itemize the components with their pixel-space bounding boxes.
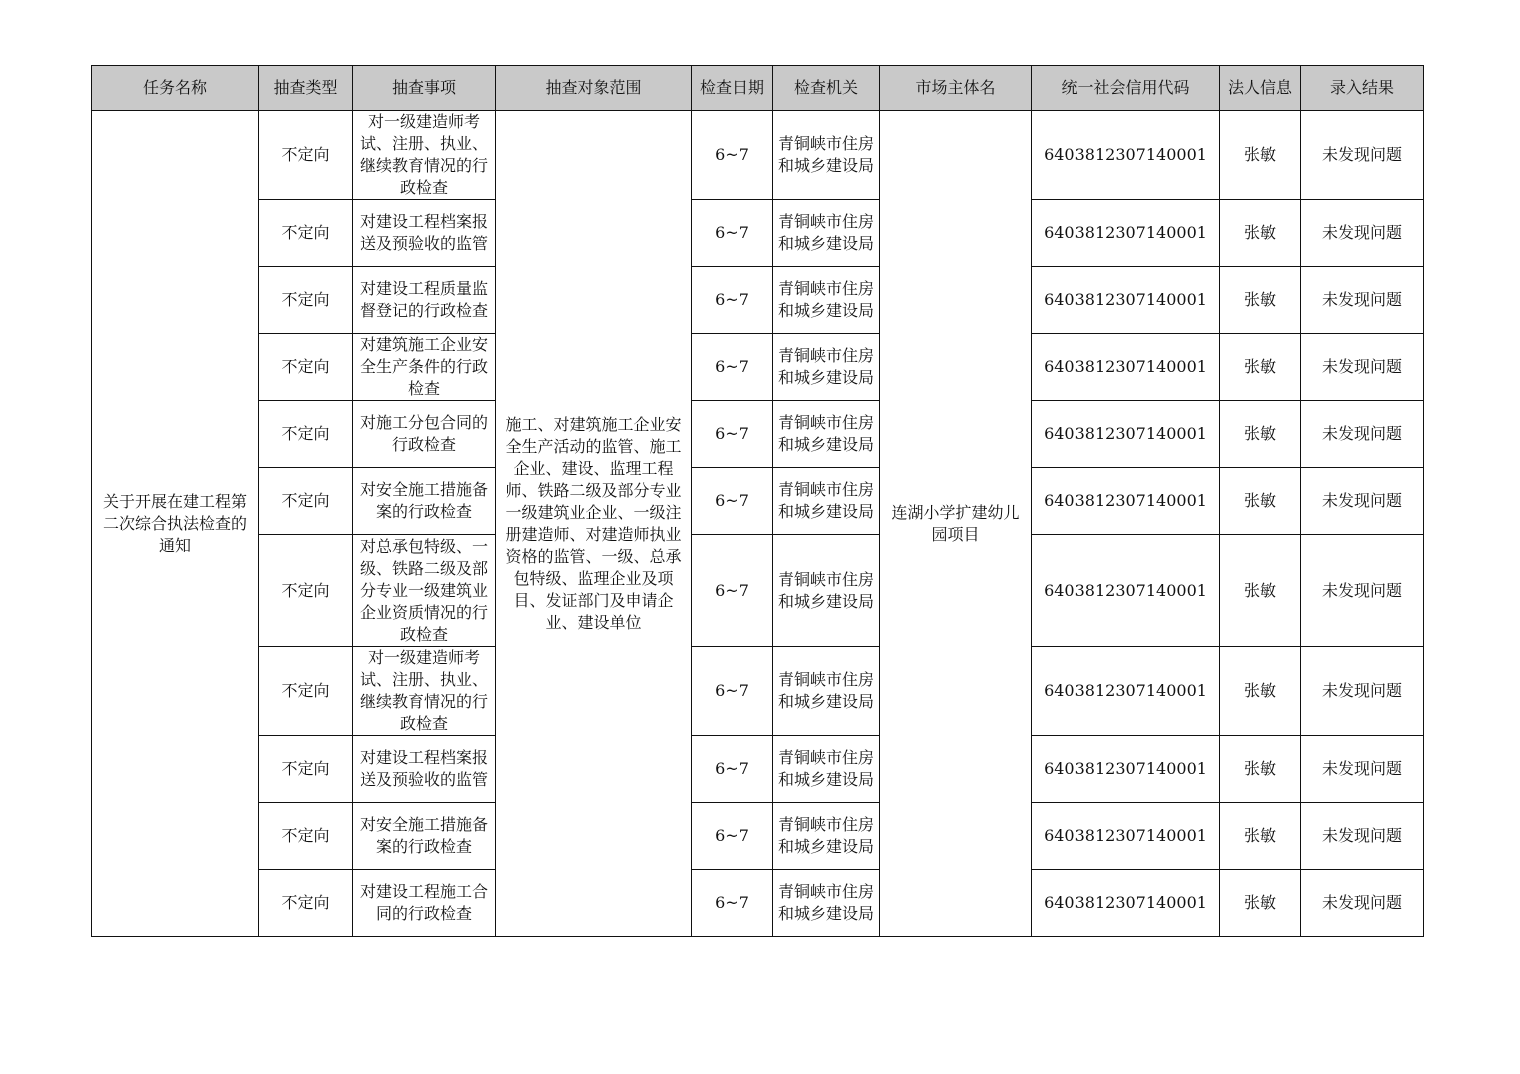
check-item-cell: 对总承包特级、一级、铁路二级及部分专业一级建筑业企业资质情况的行政检查: [353, 535, 496, 647]
check-item-cell: 对建设工程施工合同的行政检查: [353, 870, 496, 937]
credit-code-cell: 6403812307140001: [1032, 870, 1220, 937]
result-cell: 未发现问题: [1301, 200, 1424, 267]
legal-person-cell: 张敏: [1220, 200, 1301, 267]
credit-code-cell: 6403812307140001: [1032, 647, 1220, 736]
legal-person-cell: 张敏: [1220, 647, 1301, 736]
check-date-cell: 6~7: [692, 200, 773, 267]
table-row: [92, 468, 1424, 535]
header-credit-code: 统一社会信用代码: [1032, 66, 1220, 111]
credit-code-cell: 6403812307140001: [1032, 803, 1220, 870]
market-entity-cell: 连湖小学扩建幼儿园项目: [880, 111, 1032, 937]
agency-cell: 青铜峡市住房和城乡建设局: [773, 267, 880, 334]
legal-person-cell: 张敏: [1220, 468, 1301, 535]
check-type-cell: 不定向: [259, 200, 353, 267]
target-scope-cell: 施工、对建筑施工企业安全生产活动的监管、施工企业、建设、监理工程师、铁路二级及部分专业一级建筑业企业、一级注册建造师、对建造师执业资格的监管、一级、总承包特级、监理企业及项目、发证部门及申请企业、建设单位: [496, 111, 692, 937]
check-type-cell: 不定向: [259, 535, 353, 647]
agency-cell: 青铜峡市住房和城乡建设局: [773, 111, 880, 200]
check-type-cell: 不定向: [259, 267, 353, 334]
check-date-cell: 6~7: [692, 401, 773, 468]
check-type-cell: 不定向: [259, 736, 353, 803]
credit-code-cell: 6403812307140001: [1032, 200, 1220, 267]
check-item-cell: 对建设工程档案报送及预验收的监管: [353, 200, 496, 267]
table-row: [92, 334, 1424, 401]
header-target-scope: 抽查对象范围: [496, 66, 692, 111]
legal-person-cell: 张敏: [1220, 870, 1301, 937]
credit-code-cell: 6403812307140001: [1032, 535, 1220, 647]
check-item-cell: 对安全施工措施备案的行政检查: [353, 803, 496, 870]
check-type-cell: 不定向: [259, 334, 353, 401]
credit-code-cell: 6403812307140001: [1032, 334, 1220, 401]
agency-cell: 青铜峡市住房和城乡建设局: [773, 468, 880, 535]
check-type-cell: 不定向: [259, 870, 353, 937]
table-row: [92, 401, 1424, 468]
inspection-sheet: [91, 65, 1424, 937]
table-row: [92, 647, 1424, 736]
table-row: [92, 870, 1424, 937]
credit-code-cell: 6403812307140001: [1032, 468, 1220, 535]
check-type-cell: 不定向: [259, 647, 353, 736]
check-date-cell: 6~7: [692, 267, 773, 334]
check-item-cell: 对一级建造师考试、注册、执业、继续教育情况的行政检查: [353, 647, 496, 736]
agency-cell: 青铜峡市住房和城乡建设局: [773, 803, 880, 870]
agency-cell: 青铜峡市住房和城乡建设局: [773, 535, 880, 647]
result-cell: 未发现问题: [1301, 267, 1424, 334]
agency-cell: 青铜峡市住房和城乡建设局: [773, 647, 880, 736]
header-task-name: 任务名称: [92, 66, 259, 111]
check-date-cell: 6~7: [692, 870, 773, 937]
credit-code-cell: 6403812307140001: [1032, 736, 1220, 803]
check-type-cell: 不定向: [259, 401, 353, 468]
result-cell: 未发现问题: [1301, 736, 1424, 803]
check-type-cell: 不定向: [259, 111, 353, 200]
header-legal-person: 法人信息: [1220, 66, 1301, 111]
legal-person-cell: 张敏: [1220, 803, 1301, 870]
table-row: [92, 267, 1424, 334]
legal-person-cell: 张敏: [1220, 334, 1301, 401]
inspection-table: [91, 65, 1424, 937]
header-check-type: 抽查类型: [259, 66, 353, 111]
legal-person-cell: 张敏: [1220, 111, 1301, 200]
credit-code-cell: 6403812307140001: [1032, 267, 1220, 334]
agency-cell: 青铜峡市住房和城乡建设局: [773, 200, 880, 267]
header-market-entity: 市场主体名: [880, 66, 1032, 111]
check-type-cell: 不定向: [259, 468, 353, 535]
header-row: [92, 66, 1424, 111]
result-cell: 未发现问题: [1301, 870, 1424, 937]
check-item-cell: 对一级建造师考试、注册、执业、继续教育情况的行政检查: [353, 111, 496, 200]
result-cell: 未发现问题: [1301, 111, 1424, 200]
check-item-cell: 对施工分包合同的行政检查: [353, 401, 496, 468]
table-row: [92, 200, 1424, 267]
agency-cell: 青铜峡市住房和城乡建设局: [773, 870, 880, 937]
check-date-cell: 6~7: [692, 736, 773, 803]
agency-cell: 青铜峡市住房和城乡建设局: [773, 401, 880, 468]
check-item-cell: 对建筑施工企业安全生产条件的行政检查: [353, 334, 496, 401]
result-cell: 未发现问题: [1301, 334, 1424, 401]
check-date-cell: 6~7: [692, 468, 773, 535]
legal-person-cell: 张敏: [1220, 267, 1301, 334]
credit-code-cell: 6403812307140001: [1032, 111, 1220, 200]
agency-cell: 青铜峡市住房和城乡建设局: [773, 736, 880, 803]
result-cell: 未发现问题: [1301, 647, 1424, 736]
check-date-cell: 6~7: [692, 535, 773, 647]
check-item-cell: 对建设工程档案报送及预验收的监管: [353, 736, 496, 803]
credit-code-cell: 6403812307140001: [1032, 401, 1220, 468]
result-cell: 未发现问题: [1301, 468, 1424, 535]
agency-cell: 青铜峡市住房和城乡建设局: [773, 334, 880, 401]
check-date-cell: 6~7: [692, 111, 773, 200]
header-check-date: 检查日期: [692, 66, 773, 111]
table-row: [92, 111, 1424, 200]
table-row: [92, 736, 1424, 803]
check-item-cell: 对安全施工措施备案的行政检查: [353, 468, 496, 535]
result-cell: 未发现问题: [1301, 401, 1424, 468]
check-item-cell: 对建设工程质量监督登记的行政检查: [353, 267, 496, 334]
header-result: 录入结果: [1301, 66, 1424, 111]
check-date-cell: 6~7: [692, 647, 773, 736]
check-date-cell: 6~7: [692, 334, 773, 401]
table-row: [92, 535, 1424, 647]
result-cell: 未发现问题: [1301, 803, 1424, 870]
check-type-cell: 不定向: [259, 803, 353, 870]
result-cell: 未发现问题: [1301, 535, 1424, 647]
legal-person-cell: 张敏: [1220, 401, 1301, 468]
task-name-cell: 关于开展在建工程第二次综合执法检查的通知: [92, 111, 259, 937]
legal-person-cell: 张敏: [1220, 535, 1301, 647]
legal-person-cell: 张敏: [1220, 736, 1301, 803]
table-row: [92, 803, 1424, 870]
header-check-item: 抽查事项: [353, 66, 496, 111]
check-date-cell: 6~7: [692, 803, 773, 870]
header-agency: 检查机关: [773, 66, 880, 111]
